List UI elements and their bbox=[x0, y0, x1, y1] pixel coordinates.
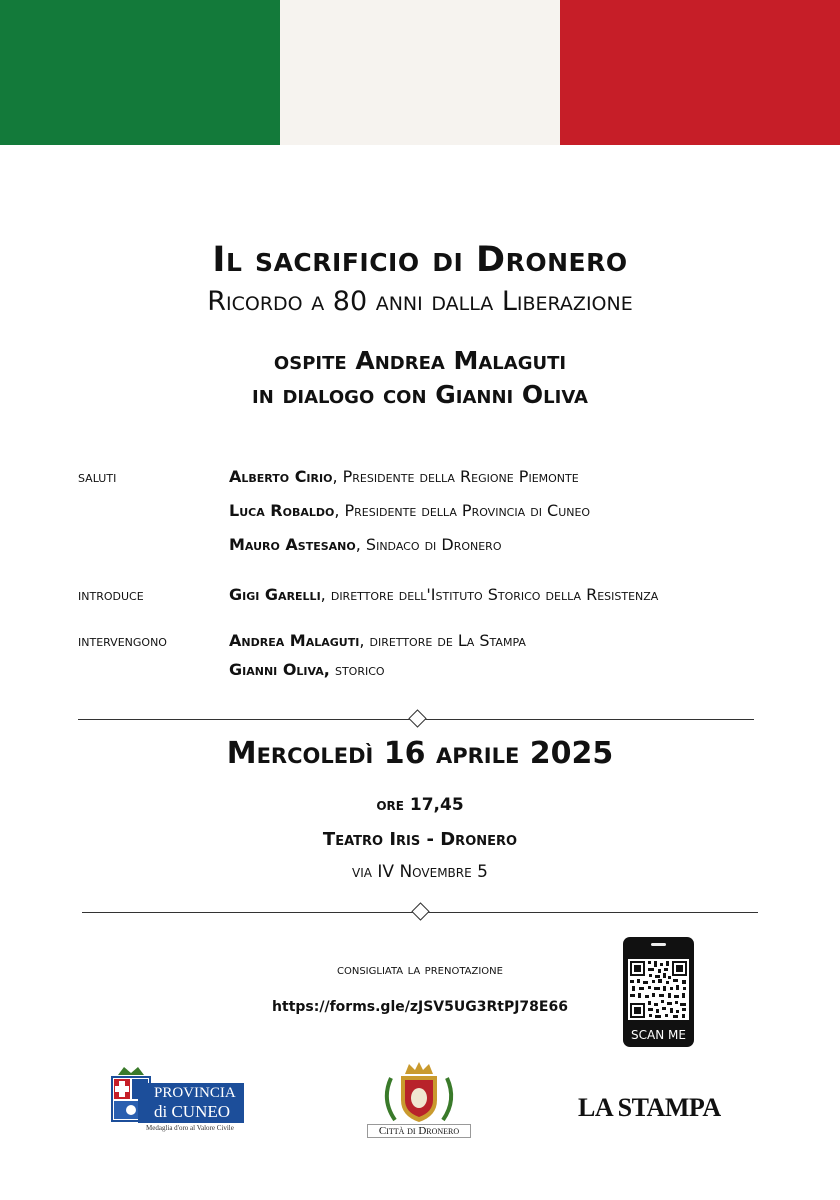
provincia-name-line2: di CUNEO bbox=[154, 1102, 231, 1121]
guest-line-2: in dialogo con Gianni Oliva bbox=[252, 380, 588, 409]
event-subtitle: Ricordo a 80 anni dalla Liberazione bbox=[207, 286, 633, 317]
qr-code-phone[interactable] bbox=[623, 937, 694, 1047]
speaker-name: Alberto Cirio bbox=[229, 467, 333, 486]
citta-di-dronero-logo bbox=[367, 1060, 471, 1144]
provincia-text-box bbox=[138, 1083, 244, 1123]
speaker-name: Luca Robaldo bbox=[229, 501, 335, 520]
flag-red-stripe bbox=[560, 0, 840, 145]
program-label-saluti: saluti bbox=[78, 468, 117, 486]
diamond-ornament bbox=[408, 709, 426, 727]
speaker-name: Mauro Astesano bbox=[229, 535, 356, 554]
program-label-intervengono: intervengono bbox=[78, 632, 167, 650]
diamond-ornament bbox=[411, 902, 429, 920]
program-entry bbox=[229, 535, 502, 554]
program-label-introduce: introduce bbox=[78, 586, 144, 604]
provincia-name-line1: PROVINCIA bbox=[154, 1085, 236, 1101]
dronero-crest-icon bbox=[367, 1060, 471, 1124]
flag-green-stripe bbox=[0, 0, 280, 145]
speaker-role: , Presidente della Provincia di Cuneo bbox=[334, 501, 591, 520]
booking-link[interactable]: https://forms.gle/zJSV5UG3RtPJ78E66 bbox=[272, 999, 568, 1015]
booking-label: consigliata la prenotazione bbox=[337, 962, 503, 978]
event-title: Il sacrificio di Dronero bbox=[212, 240, 628, 280]
event-time: ore 17,45 bbox=[376, 795, 464, 815]
speaker-role: , Presidente della Regione Piemonte bbox=[332, 467, 579, 486]
provincia-di-cuneo-logo bbox=[106, 1065, 246, 1135]
program-entry bbox=[229, 660, 385, 679]
guest-line-1: ospite Andrea Malaguti bbox=[273, 346, 567, 375]
scan-me-label: SCAN ME bbox=[631, 1028, 686, 1042]
event-date: Mercoledì 16 aprile 2025 bbox=[226, 736, 614, 771]
speaker-role: , direttore de La Stampa bbox=[359, 631, 526, 650]
phone-notch bbox=[651, 943, 666, 946]
speaker-role: storico bbox=[329, 660, 385, 679]
event-address: via IV Novembre 5 bbox=[352, 862, 488, 882]
program-entry bbox=[229, 631, 526, 650]
citta-name: Città di Dronero bbox=[367, 1124, 471, 1138]
qr-code-icon bbox=[628, 959, 689, 1020]
flag-white-stripe bbox=[280, 0, 560, 145]
italian-flag-banner bbox=[0, 0, 840, 145]
speaker-role: , direttore dell'Istituto Storico della Resistenza bbox=[320, 585, 659, 604]
event-venue: Teatro Iris - Dronero bbox=[322, 829, 518, 850]
program-entry bbox=[229, 467, 579, 486]
speaker-name: Gigi Garelli bbox=[229, 585, 321, 604]
speaker-name: Gianni Oliva, bbox=[229, 660, 330, 679]
program-entry bbox=[229, 501, 590, 520]
la-stampa-logo: LA STAMPA bbox=[578, 1093, 721, 1122]
speaker-role: , Sindaco di Dronero bbox=[355, 535, 502, 554]
speaker-name: Andrea Malaguti bbox=[229, 631, 360, 650]
program-entry bbox=[229, 585, 658, 604]
provincia-motto: Medaglia d'oro al Valore Civile bbox=[146, 1124, 234, 1132]
